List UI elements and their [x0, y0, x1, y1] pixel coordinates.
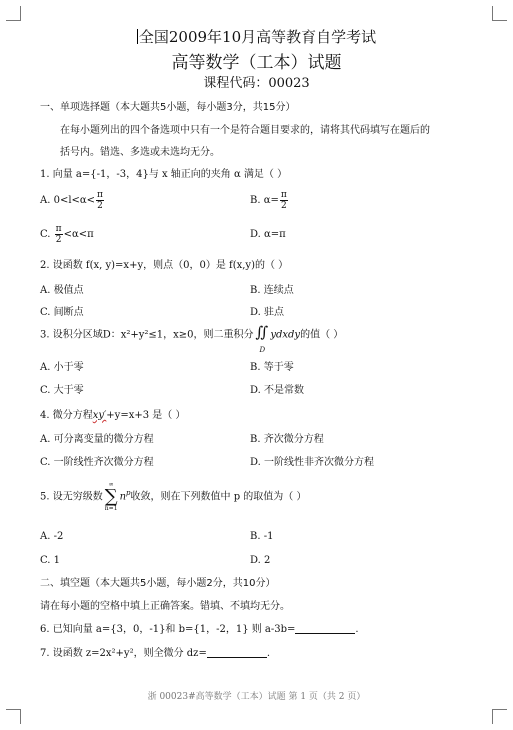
q5-stem	[40, 476, 306, 514]
q3-option-b: B. 等于零	[250, 362, 294, 373]
q4-option-a: A. 可分离变量的微分方程	[40, 434, 154, 445]
q4-stem-end: +y=x+3 是（ ）	[106, 410, 186, 421]
q6-answer-blank[interactable]	[295, 623, 355, 634]
corner-mark-bottom-right	[492, 709, 507, 724]
corner-mark-top-left	[6, 6, 21, 21]
q2-option-d: D. 驻点	[250, 307, 285, 318]
frac-den: 2	[97, 201, 103, 211]
q1-option-a-fraction	[96, 190, 104, 211]
q4-stem-text: 4. 微分方程	[40, 410, 93, 421]
sum-sign: ∑	[104, 485, 118, 507]
q2-option-b: B. 连续点	[250, 285, 294, 296]
q5-series-sum	[105, 481, 118, 513]
q1-option-c	[40, 224, 94, 245]
q1-option-c-text: <α<π	[63, 229, 94, 240]
q1-option-a	[40, 190, 105, 211]
q5-stem-end: 收敛，则在下列数值中 p 的取值为（ ）	[130, 491, 307, 503]
q4-option-b: B. 齐次微分方程	[250, 434, 324, 445]
q7-stem	[40, 647, 270, 660]
q1-option-c-label: C.	[40, 229, 51, 240]
q5-exponent: p	[126, 489, 131, 497]
q3-stem-end: 的值（ ）	[300, 329, 344, 341]
frac-num: π	[97, 190, 103, 200]
q4-option-c: C. 一阶线性齐次微分方程	[40, 457, 154, 468]
q6-stem	[40, 623, 359, 636]
exam-title-line1	[0, 26, 513, 47]
q1-option-a-text: A. 0<l<α<	[40, 195, 96, 206]
q4-equation: xy′	[92, 410, 107, 421]
section1-title: 一、单项选择题（本大题共5小题，每小题3分，共15分）	[40, 102, 296, 113]
text-cursor	[137, 29, 138, 44]
exam-subject-title: 高等数学（工本）试题	[171, 53, 342, 73]
q5-option-a: A. -2	[40, 531, 64, 542]
q7-answer-blank[interactable]	[207, 647, 267, 658]
section2-instruction: 请在每小题的空格中填上正确答案。错填、不填均无分。	[40, 601, 290, 612]
q1-stem: 1. 向量 a={-1，-3，4}与 x 轴正向的夹角 α 满足（ ）	[40, 169, 288, 180]
course-code: 课程代码：00023	[203, 76, 310, 91]
q7-stem-end: .	[266, 648, 271, 659]
q3-option-c: C. 大于零	[40, 385, 84, 396]
q3-option-d: D. 不是常数	[250, 385, 305, 396]
q5-option-d: D. 2	[250, 555, 271, 566]
q4-stem	[40, 409, 185, 422]
q5-option-c: C. 1	[40, 555, 61, 566]
q3-stem	[40, 322, 344, 354]
q2-stem: 2. 设函数 f(x, y)=x+y，则点（0，0）是 f(x,y)的（ ）	[40, 260, 289, 271]
q5-term: n	[119, 491, 127, 503]
q3-double-integral	[255, 322, 269, 354]
frac-num: π	[280, 190, 287, 200]
q7-stem-text: 7. 设函数 z=2x²+y²，则全微分 dz=	[40, 648, 207, 659]
integral-sign: ∬	[255, 323, 269, 341]
frac-num: π	[55, 224, 62, 234]
q6-stem-end: .	[355, 624, 359, 635]
page-footer: 浙 00023#高等数学（工本）试题 第 1 页（共 2 页）	[147, 692, 366, 702]
q2-option-a: A. 极值点	[40, 285, 84, 296]
q3-stem-text: 3. 设积分区域D：x²+y²≤1，x≥0，则二重积分	[40, 329, 254, 341]
q4-option-d: D. 一阶线性非齐次微分方程	[250, 457, 375, 468]
q1-option-d: D. α=π	[250, 229, 286, 240]
q1-option-b-fraction	[280, 190, 288, 211]
q5-option-b: B. -1	[250, 531, 274, 542]
q3-integrand: ydxdy	[270, 329, 301, 341]
corner-mark-bottom-left	[6, 709, 21, 724]
q1-option-b-text: B. α=	[250, 195, 279, 206]
frac-den: 2	[55, 235, 62, 245]
q5-stem-text: 5. 设无穷级数	[40, 491, 103, 503]
sum-upper-limit: ∞	[108, 480, 114, 488]
section1-instruction-1: 在每小题列出的四个备选项中只有一个是符合题目要求的，请将其代码填写在题后的	[60, 125, 430, 136]
exam-title-text: 全国2009年10月高等教育自学考试	[138, 28, 377, 46]
q3-option-a: A. 小于零	[40, 362, 84, 373]
integral-region: D	[259, 346, 266, 354]
q1-option-c-fraction	[55, 224, 63, 245]
corner-mark-top-right	[492, 6, 507, 21]
frac-den: 2	[280, 201, 287, 211]
q2-option-c: C. 间断点	[40, 307, 84, 318]
q6-stem-text: 6. 已知向量 a={3，0，-1}和 b={1，-2，1} 则 a-3b=	[40, 624, 296, 635]
q1-option-b	[250, 190, 289, 211]
section1-instruction-2: 括号内。错选、多选或未选均无分。	[60, 147, 220, 158]
section2-title: 二、填空题（本大题共5小题，每小题2分，共10分）	[40, 578, 276, 589]
sum-lower-limit: n=1	[104, 504, 118, 512]
